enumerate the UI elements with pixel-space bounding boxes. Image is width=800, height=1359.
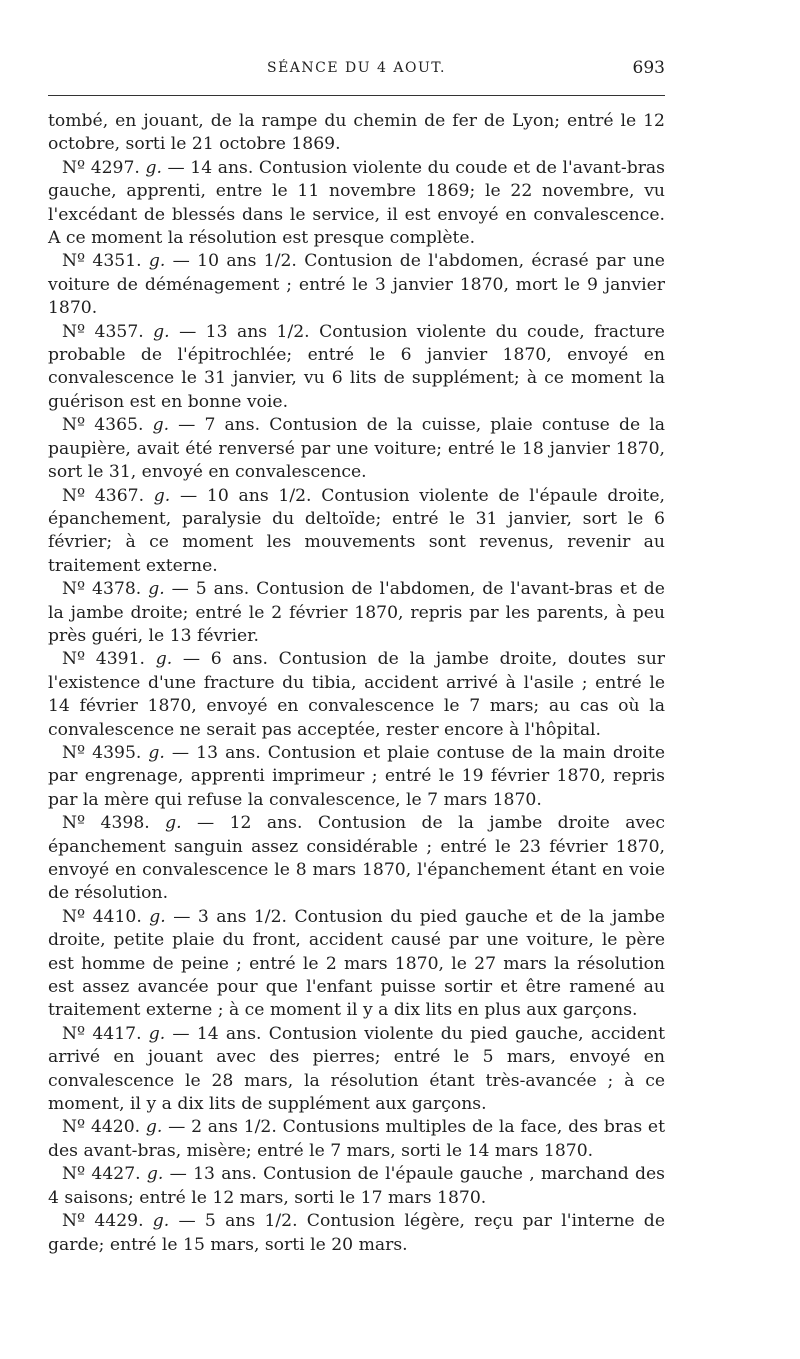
case-entry xyxy=(48,578,665,648)
case-entry xyxy=(48,1023,665,1117)
case-entry xyxy=(48,321,665,415)
case-description: — 10 ans 1/2. Contusion violente de l'épaule droite, épanchement, paralysie du deltoïde; entré le 31 janvier, sort le 6 février; à ce moment les mouvements sont revenus, revenir au traitement externe. xyxy=(48,485,665,576)
header-rule xyxy=(48,95,665,96)
case-sex: g. xyxy=(165,813,182,834)
case-number: Nº 4365. xyxy=(62,415,153,436)
case-number: Nº 4420. xyxy=(62,1117,146,1138)
case-entries xyxy=(48,157,665,1257)
case-sex: g. xyxy=(155,649,173,670)
case-number: Nº 4429. xyxy=(62,1211,153,1232)
case-sex: g. xyxy=(145,157,162,178)
case-entry xyxy=(48,414,665,484)
case-sex: g. xyxy=(148,1023,166,1044)
case-description: — 10 ans 1/2. Contusion de l'abdomen, écrasé par une voiture de déménagement ; entré le 3 janvier 1870, mort le 9 janvier 1870. xyxy=(48,251,665,319)
case-description: — 2 ans 1/2. Contusions multiples de la face, des bras et des avant-bras, misère; entré le 7 mars, sorti le 14 mars 1870. xyxy=(48,1117,665,1161)
case-description: — 13 ans 1/2. Contusion violente du coude, fracture probable de l'épitrochlée; entré le 6 janvier 1870, envoyé en convalescence le 31 janvier, vu 6 lits de supplément; à ce moment la guérison est en bonne voie. xyxy=(48,321,665,412)
case-number: Nº 4351. xyxy=(62,251,149,272)
case-number: Nº 4391. xyxy=(62,649,156,670)
case-number: Nº 4417. xyxy=(62,1023,149,1044)
running-title: SÉANCE DU 4 AOUT. xyxy=(266,60,446,76)
case-entry xyxy=(48,1116,665,1163)
case-entry xyxy=(48,742,665,812)
running-head xyxy=(48,60,665,84)
case-entry xyxy=(48,157,665,251)
case-number: Nº 4410. xyxy=(62,906,150,927)
case-description: — 5 ans. Contusion de l'abdomen, de l'avant-bras et de la jambe droite; entré le 2 février 1870, repris par les parents, à peu près guéri, le 13 février. xyxy=(48,579,665,646)
case-entry xyxy=(48,485,665,579)
case-sex: g. xyxy=(146,1164,164,1185)
case-entry xyxy=(48,812,665,906)
case-sex: g. xyxy=(153,321,170,342)
case-number: Nº 4378. xyxy=(62,579,149,600)
case-description: — 14 ans. Contusion violente du pied gauche, accident arrivé en jouant avec des pierres; entré le 5 mars, envoyé en convalescence le 28 mars, la résolution étant très-avancée ; à ce moment, il y a dix lits de supplément aux garçons. xyxy=(48,1023,665,1115)
case-description: — 3 ans 1/2. Contusion du pied gauche et de la jambe droite, petite plaie du front, accident causé par une voiture, le père est homme de peine ; entré le 2 mars 1870, le 27 mars la résolution est assez avancée pour que l'enfant puisse sortir et être ramené au traitement externe ; à ce moment il y a dix lits en plus aux garçons. xyxy=(48,906,665,1021)
case-sex: g. xyxy=(148,251,166,272)
case-description: — 6 ans. Contusion de la jambe droite, doutes sur l'existence d'une fracture du tibia, accident arrivé à l'asile ; entré le 14 février 1870, envoyé en convalescence le 7 mars; au cas où la convalescence ne serait pas acceptée, rester encore à l'hôpital. xyxy=(48,649,665,740)
case-number: Nº 4297. xyxy=(62,157,146,178)
case-sex: g. xyxy=(152,1211,170,1232)
case-number: Nº 4395. xyxy=(62,742,149,763)
case-sex: g. xyxy=(149,906,166,927)
case-description: — 12 ans. Contusion de la jambe droite avec épanchement sanguin assez considérable ; entré le 23 février 1870, envoyé en convalescence le 8 mars 1870, l'épanchement étant en voie de résolution. xyxy=(48,813,665,904)
case-number: Nº 4367. xyxy=(62,485,154,506)
continuation-paragraph: tombé, en jouant, de la rampe du chemin de fer de Lyon; entré le 12 octobre, sorti le 21 octobre 1869. xyxy=(48,111,665,155)
case-entry xyxy=(48,1163,665,1210)
page-number: 693 xyxy=(632,58,665,78)
case-entry xyxy=(48,1210,665,1257)
case-number: Nº 4398. xyxy=(62,813,166,834)
case-number: Nº 4427. xyxy=(62,1164,147,1185)
case-number: Nº 4357. xyxy=(62,321,154,342)
case-sex: g. xyxy=(152,415,170,436)
case-entry xyxy=(48,250,665,320)
body-text xyxy=(48,110,665,1257)
case-sex: g. xyxy=(145,1117,163,1138)
case-entry xyxy=(48,648,665,742)
case-description: — 7 ans. Contusion de la cuisse, plaie contuse de la paupière, avait été renversé par une voiture; entré le 18 janvier 1870, sort le 31, envoyé en convalescence. xyxy=(48,415,665,483)
case-description: — 5 ans 1/2. Contusion légère, reçu par l'interne de garde; entré le 15 mars, sorti le 20 mars. xyxy=(48,1211,665,1255)
case-sex: g. xyxy=(148,742,165,763)
case-description: — 13 ans. Contusion de l'épaule gauche , marchand des 4 saisons; entré le 12 mars, sorti le 17 mars 1870. xyxy=(48,1164,665,1208)
case-sex: g. xyxy=(148,579,165,600)
case-entry xyxy=(48,906,665,1023)
case-sex: g. xyxy=(153,485,171,506)
case-description: — 13 ans. Contusion et plaie contuse de la main droite par engrenage, apprenti imprimeur ; entré le 19 février 1870, repris par la mère qui refuse la convalescence, le 7 mars 1870. xyxy=(48,742,665,810)
case-description: — 14 ans. Contusion violente du coude et de l'avant-bras gauche, apprenti, entre le 11 novembre 1869; le 22 novembre, vu l'excédant de blessés dans le service, il est envoyé en convalescence. A ce moment la résolution est presque complète. xyxy=(48,157,665,249)
